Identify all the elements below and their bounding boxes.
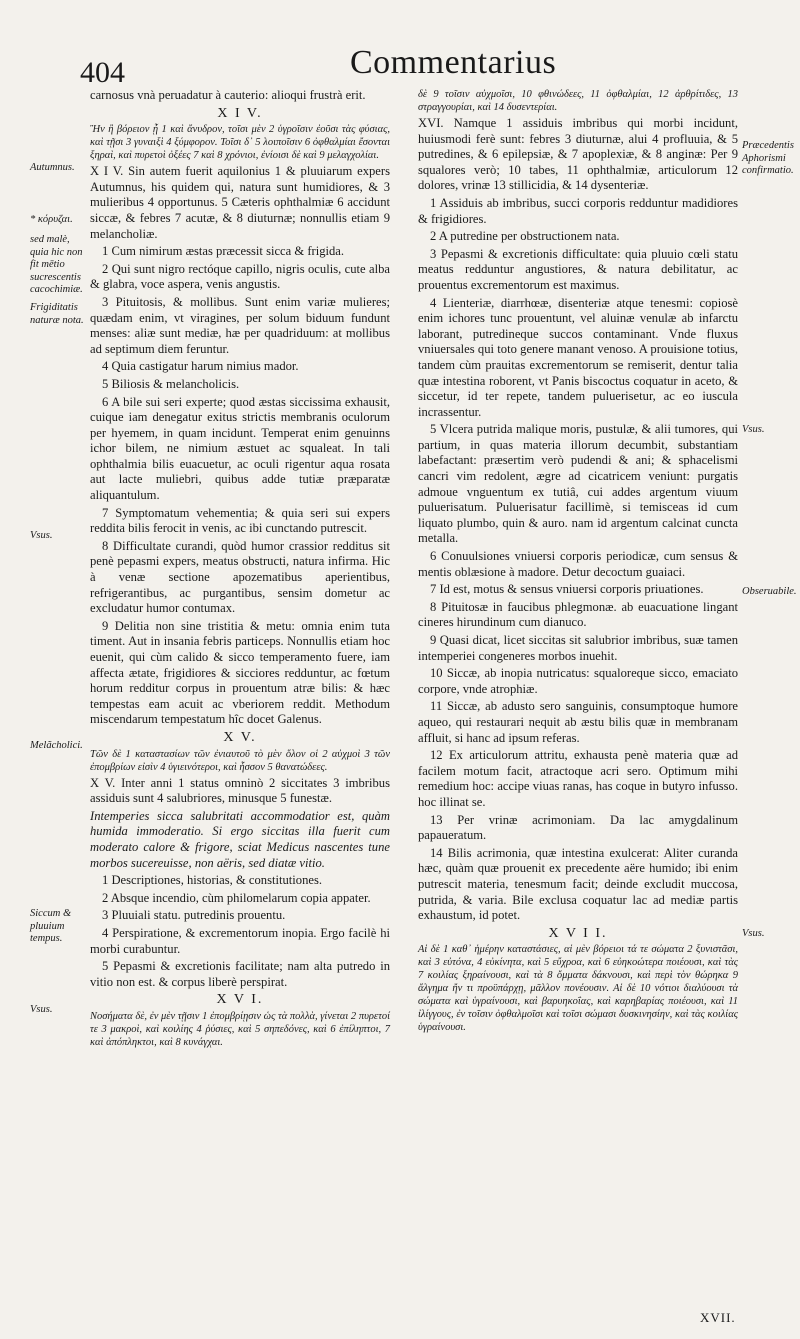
margin-note: Vsus.: [30, 1004, 53, 1015]
running-title: Commentarius: [350, 44, 557, 81]
margin-note: Vsus.: [30, 530, 53, 541]
numbered-note: 8 Pituitosæ in faucibus phlegmonæ. ab euacuatione lingant cineres hirundinum cum dianuco.: [418, 599, 738, 630]
numbered-note: 2 A putredine per obstructionem nata.: [430, 229, 620, 244]
numbered-note: 3 Pluuiali statu. putredinis prouentu.: [102, 908, 286, 923]
page-number: 404: [80, 56, 125, 89]
numbered-note: 5 Pepasmi & excretionis facilitate; nam alta putredo in vitio non est. & corpus liberè perspirat.: [90, 959, 390, 989]
greek-text: Ἢν ἢ βόρειον ᾖ 1 καὶ ἄνυδρον, τοῖσι μὲν 2 ὑγροῖσιν ἐοῦσι τὰς φύσιας, καὶ τῇσι 3 γυναιξὶ 4 ξύμφορον. Τοῖσι δ᾽ 5 λοιποῖσιν 6 ὀφθαλμίαι ἔσονται ξηραὶ, καὶ πυρετοὶ ὀξέες 7 καὶ 8 χρόνιοι, ἐνίοισι δὲ καὶ 9 μελαγχολίαι.: [90, 124, 390, 162]
section-heading: X V I I.: [548, 925, 608, 941]
numbered-note: 6 Conuulsiones vniuersi corporis periodicæ, cum sensus & mentis oblæsione à madore. Detur decoctum guaiaci.: [418, 549, 738, 579]
paragraph: carnosus vnà peruadatur à cauterio: alioqui frustrà erit.: [90, 88, 366, 102]
margin-note: Vsus.: [742, 928, 765, 939]
numbered-note: 6 A bile sui seri experte; quod æstas siccissima exhausit, cuique iam denegatur exitus strictis membranis oculorum per hyemem, in quam incidunt. Temperat enim genuinns ichor bilem, ne nimium æstuet ac squaleat. In tali ophthalmia bilis euacuetur, ac oculi rigentur aqua rosata aut lacte muliebri, quibus adde tutiæ præparatæ aliquantulum.: [90, 394, 390, 503]
greek-text: Τῶν δὲ 1 καταστασίων τῶν ἐνιαυτοῦ τὸ μὲν ὅλον οἱ 2 αὐχμοὶ 3 τῶν ἐπομβρίων εἰσὶν 4 ὑγιεινότεροι, καὶ ἧσσον 5 θανατώδεες.: [90, 748, 390, 773]
numbered-note: 1 Descriptiones, historias, & constitutiones.: [102, 873, 323, 888]
greek-text: Νοσήματα δὲ, ἐν μὲν τῇσιν 1 ἐπομβρίῃσιν ὡς τὰ πολλὰ, γίνεται 2 πυρετοί τε 3 μακροὶ, καὶ κοιλίης 4 ῥύσιες, καὶ 5 σηπεδόνες, καὶ 6 ἐπίληπτοι, 7 καὶ ἀπόπληκτοι, καὶ 8 κυνάγχαι.: [90, 1010, 390, 1048]
right-column: [418, 88, 738, 1036]
numbered-note: 10 Siccæ, ab inopia nutricatus: squaloreque sicco, emaciato corpore, vnde atrophiæ.: [418, 666, 738, 696]
paragraph: X V. Inter anni 1 status omninò 2 siccitates 3 imbribus assiduis sunt 4 salubriores, minusque 5 funestæ.: [90, 775, 390, 806]
numbered-note: 2 Absque incendio, cùm philomelarum copia appater.: [102, 890, 371, 905]
paragraph: X I V. Sin autem fuerit aquilonius 1 & pluuiarum expers Autumnus, his quidem qui, natura sunt humidiores, & 3 mulieribus 4 opportunus. 5 Cæteris ophthalmiæ 6 accidunt siccæ, & febres 7 acutæ, & 8 diuturnæ; nonnullis etiam 9 melancholiæ.: [90, 164, 390, 241]
section-heading: X V.: [223, 729, 257, 745]
margin-note: Frigiditatis naturæ nota.: [30, 302, 84, 326]
numbered-note: 3 Pituitosis, & mollibus. Sunt enim variæ mulieres; quædam enim, vt viragines, per solum biduum fundunt menses: aliæ sunt mediæ, hæ per quadriduum: at mollibus ad septimum diem feruntur.: [90, 294, 390, 356]
numbered-note: 9 Delitia non sine tristitia & metu: omnia enim tuta timent. Aut in insania febris particeps. Nonnullis etiam hoc euenit, qui cùm calido & sicco temperamento fuere, iam affecta ætate, frigidiores & sicciores redduntur, ac fœtum horum redditur corpus in prouentum atræ bilis: & hæc tempestas eam acuit ac vberiorem reddit. Methodum miscendarum tempestatum hîc docet Galenus.: [90, 618, 390, 727]
paragraph: XVI. Namque 1 assiduis imbribus qui morbi incidunt, huiusmodi ferè sunt: febres 3 diuturnæ, alui 4 profluuia, & 5 putredines, & 6 epilepsiæ, & 7 apoplexiæ, & 8 anginæ: Per 9 squalores verò; 10 tabes, 11 ophthalmiæ, articulorum 12 dolores, vrinæ 13 stillicidia, & 14 dysenteriæ.: [418, 116, 738, 193]
section-heading: X I V.: [217, 105, 263, 121]
margin-note: Melãcholici.: [30, 740, 83, 751]
left-column: [90, 88, 390, 1051]
margin-note: sed malè, quia hic non fit mētio sucrescentis cacochimiæ.: [30, 234, 83, 295]
numbered-note: 1 Assiduis ab imbribus, succi corporis redduntur madidiores & frigidiores.: [418, 195, 738, 226]
greek-text: Αἱ δὲ 1 καθ᾽ ἡμέρην καταστάσιες, αἱ μὲν βόρειοι τά τε σώματα 2 ξυνιστᾶσι, καὶ 3 εὐτόνα, 4 εὐκίνητα, καὶ 5 εὔχροα, καὶ 6 εὐηκοώτερα ποιέουσι, καὶ τὰς 7 κοιλίας ξηραίνουσι, καὶ τὰ 8 ὄμματα δάκνουσι, καὶ περὶ τὸν θώρηκα 9 ἄλγημα ἤν τι προϋπάρχῃ, μᾶλλον πονέουσιν. Αἱ δὲ 10 νότιοι διαλύουσι τὰ σώματα καὶ ὑγραίνουσι, καὶ βαρυηκοΐας, καὶ καρηβαρίας ποιέουσι, καὶ 11 ἰλίγγους, ἐν τοῖσιν ὀφθαλμοῖσι καὶ τοῖσι σώμασι δυσκινησίην, καὶ τὰς κοιλίας ὑγραίνουσι.: [418, 944, 738, 1034]
numbered-note: 3 Pepasmi & excretionis difficultate: quia pluuio cœli statu meatus redduntur angustiores, & natura debilitatur, ac prouentus excrementorum est maximus.: [418, 246, 738, 292]
margin-note: Vsus.: [742, 424, 765, 435]
numbered-note: 5 Vlcera putrida malique moris, pustulæ, & alii tumores, qui partium, in quas materia illorum decumbit, substantiam labefactant: præsertim verò pudendi & ani; & sphacelismi cancri vim redolent, ægre ad cicatricem veniunt: purgatis admoue vnguentum ex tutiâ, cui addes argentum viuum puluerisatum. Puluerisatur facillimè, si temisceas id cum liquato plumbo, quin & auro. nam id argentum calcinat cuncta metalla.: [418, 422, 738, 546]
margin-note: Præcedentis Aphorismi confirmatio.: [742, 140, 794, 176]
numbered-note: 7 Id est, motus & sensus vniuersi corporis priuationes.: [430, 582, 704, 597]
numbered-note: 12 Ex articulorum attritu, exhausta penè materia quæ ad facilem motum facit, atractoque acri sero. Optimum mihi remedium hoc: accipe viuas ranas, has coque in butyro infusso. hoc illinat se.: [418, 748, 738, 809]
margin-note: Obseruabile.: [742, 586, 797, 597]
margin-note: * κόρυζαι.: [30, 214, 73, 225]
numbered-note: 5 Biliosis & melancholicis.: [102, 376, 240, 391]
numbered-note: 14 Bilis acrimonia, quæ intestina exulcerat: Aliter curanda hæc, quàm quæ prouenit ex precedente aëre humido; ibi enim putrescit materia, tenesmum facit; deinde excludit muccosa, putrida, & varia. Bile exclusa coquatur lac ad mediæ partis exhaustum, id potet.: [418, 845, 738, 923]
numbered-note: 7 Symptomatum vehementia; & quia seri sui expers reddita bilis ferocit in venis, ac ibi cunctando putrescit.: [90, 505, 390, 536]
margin-note: Siccum & pluuium tempus.: [30, 908, 72, 944]
numbered-note: 4 Perspiratione, & excrementorum inopia. Ergo facilè hi morbi curabuntur.: [90, 925, 390, 956]
numbered-note: 1 Cum nimirum æstas præcessit sicca & frigida.: [102, 244, 345, 259]
greek-text: δὲ 9 τοῖσιν αὐχμοῖσι, 10 φθινώδεες, 11 ὀφθαλμίαι, 12 ἀρθρίτιδες, 13 στραγγουρίαι, καὶ 14 δυσεντερίαι.: [418, 89, 738, 113]
numbered-note: 4 Lienteriæ, diarrhœæ, disenteriæ atque tenesmi: copiosè enim ichores tunc prouentunt, vel aluinæ venulæ ab infarctu laborant, putredineque succos contaminant. Vnde fluxus vniuersales qui toto genere manant venoso. A prouisione totius, tandem cùm prauitas excrementorum se remiserit, dentur talia quæ intestina roborent, vt Panis biscoctus coquatur in aceto, & siccetur, id ter repete, tandem puluerisetur, ac eo iuscula incrassentur.: [418, 295, 738, 419]
numbered-note: 8 Difficultate curandi, quòd humor crassior redditus sit penè pepasmi expers, meatus obstructi, natura infirma. Hic à venæ sectione apozematibus aperientibus, refrigerantibus, ac purgantibus, sensim dometur ac excludatur humor contumax.: [90, 538, 390, 616]
numbered-note: 11 Siccæ, ab adusto sero sanguinis, consumptoque humore aqueo, qui restaurari nequit ab æstu bilis quæ in membranam affluit, si hanc ad ipsum referas.: [418, 699, 738, 745]
numbered-note: 2 Qui sunt nigro rectóque capillo, nigris oculis, cute alba & glabra, voce aspera, venis angustis.: [90, 261, 390, 292]
numbered-note: 4 Quia castigatur harum nimius mador.: [102, 359, 299, 374]
numbered-note: 9 Quasi dicat, licet siccitas sit salubrior imbribus, suæ tamen intemperiei congeneres morbos inuehit.: [418, 633, 738, 663]
italic-commentary: Intemperies sicca salubritati accommodatior est, quàm humida immoderatio. Si ergo siccitas illa fuerit cum moderato calore & frigore, sciat Medicus nascentes tune morbos sucereuisse, non aëris, sed diatæ vitio.: [90, 808, 390, 870]
catchword: XVII.: [700, 1310, 736, 1325]
margin-note: Autumnus.: [30, 162, 75, 173]
section-heading: X V I.: [216, 992, 264, 1008]
numbered-note: 13 Per vrinæ acrimoniam. Da lac amygdalinum papaueratum.: [418, 812, 738, 843]
